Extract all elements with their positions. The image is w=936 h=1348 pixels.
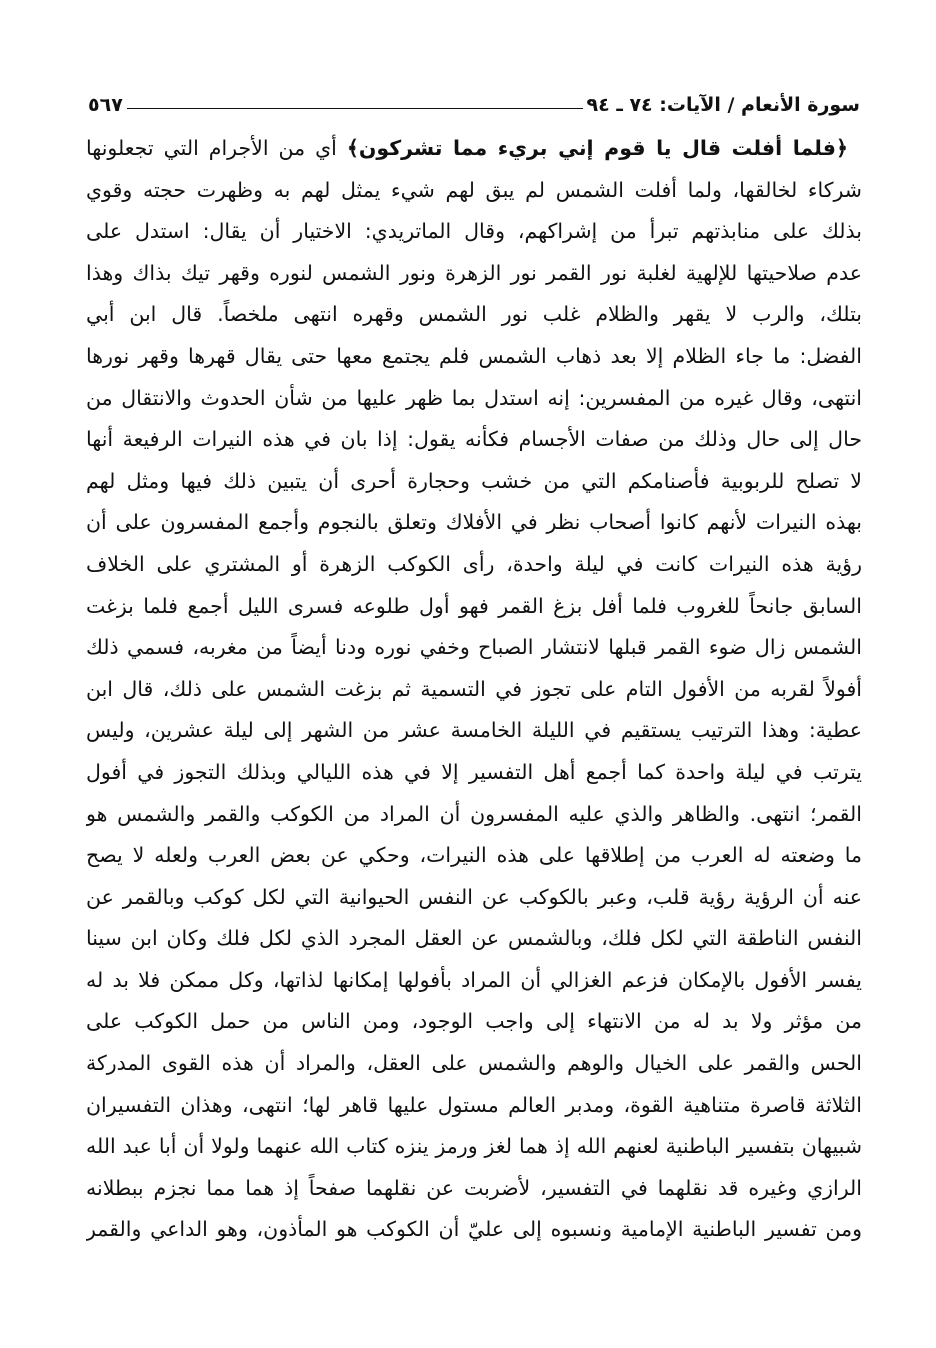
- text-line: عطية: وهذا الترتيب يستقيم في الليلة الخامسة عشر من الشهر إلى ليلة عشرين، وليس: [86, 718, 862, 743]
- text-line: بهذه النيرات لأنهم كانوا أصحاب نظر في الأفلاك وتعلق بالنجوم وأجمع المفسرون على أن: [86, 510, 862, 535]
- text-line: بذلك على منابذتهم تبرأ من إشراكهم، وقال الماتريدي: الاختيار أن يقال: استدل على: [86, 219, 862, 244]
- quran-verse: ﴿فلما أفلت قال يا قوم إني بريء مما تشركون﴾: [346, 136, 848, 160]
- page-number: ٥٦٧: [88, 94, 123, 116]
- text-line: بتلك، والرب لا يقهر والظلام غلب نور الشمس وقهره انتهى ملخصاً. قال ابن أبي: [86, 302, 862, 327]
- text-line: الفضل: ما جاء الظلام إلا بعد ذهاب الشمس فلم يجتمع معها حتى يقال قهرها وقهر نورها: [86, 343, 862, 368]
- text-line: شركاء لخالقها، ولما أفلت الشمس لم يبق لهم شيء يمثل لهم به وظهرت حجته وقوي: [86, 177, 862, 202]
- running-header: [88, 86, 860, 116]
- text-line: عنه أن الرؤية رؤية قلب، وعبر بالكوكب عن النفس الحيوانية التي لكل كوكب وبالقمر عن: [86, 884, 862, 909]
- text-line: الرازي وغيره قد نقلهما في التفسير، لأضربت عن نقلهما صفحاً إذ هما مما نجزم ببطلانه: [86, 1175, 862, 1200]
- text-line: النفس الناطقة التي لكل فلك، وبالشمس عن العقل المجرد الذي لكل فلك وكان ابن سينا: [86, 926, 862, 951]
- text-line: [86, 128, 862, 170]
- text-line: يترتب في ليلة واحدة كما أجمع أهل التفسير إلا في هذه الليالي وبذلك التجوز في أفول: [86, 759, 862, 784]
- text-line: الحس والقمر على الخيال والوهم والشمس على العقل، والمراد أن هذه القوى المدركة: [86, 1051, 862, 1076]
- page-body: [86, 128, 862, 1251]
- text-line: انتهى، وقال غيره من المفسرين: إنه استدل بما ظهر عليها من شأن الحدوث والانتقال من: [86, 385, 862, 410]
- text-line: الثلاثة قاصرة متناهية القوة، ومدبر العالم مستول عليها قاهر لها؛ انتهى، وهذان التفسيران: [86, 1092, 862, 1117]
- text-line: الشمس زال ضوء القمر قبلها لانتشار الصباح وخفي نوره ودنا أيضاً من مغربه، فسمي ذلك: [86, 635, 862, 660]
- text-line: حال إلى حال وذلك من صفات الأجسام فكأنه يقول: إذا بان في هذه النيرات الرفيعة أنها: [86, 427, 862, 452]
- text-line: السابق جانحاً للغروب فلما أفل بزغ القمر فهو أول طلوعه فسرى الليل أجمع فلما بزغت: [86, 593, 862, 618]
- header-rule: [127, 108, 583, 109]
- text-line: يفسر الأفول بالإمكان فزعم الغزالي أن المراد بأفولها إمكانها لذاتها، وكل ممكن فلا بد له: [86, 967, 862, 992]
- text-line: أفولاً لقربه من الأفول التام على تجوز في التسمية ثم بزغت الشمس على ذلك، قال ابن: [86, 676, 862, 701]
- text-line: شبيهان بتفسير الباطنية لعنهم الله إذ هما لغز ورمز ينزه كتاب الله عنهما ولولا أن أبا عبد الله: [86, 1134, 862, 1159]
- text-line: القمر؛ انتهى. والظاهر والذي عليه المفسرون أن المراد من الكوكب والقمر والشمس هو: [86, 801, 862, 826]
- text-line: رؤية هذه النيرات كانت في ليلة واحدة، رأى الكوكب الزهرة أو المشتري على الخلاف: [86, 551, 862, 576]
- header-title: سورة الأنعام / الآيات: ٧٤ ـ ٩٤: [586, 94, 860, 116]
- text-line: عدم صلاحيتها للإلهية لغلبة نور القمر نور الزهرة ونور الشمس لنوره وقهر تيك بذاك وهذا: [86, 260, 862, 285]
- commentary-text: أي من الأجرام التي تجعلونها: [86, 136, 347, 160]
- text-line: ما وضعته له العرب من إطلاقها على هذه النيرات، وحكي عن بعض العرب ولعله لا يصح: [86, 843, 862, 868]
- text-line: ومن تفسير الباطنية الإمامية ونسبوه إلى عليّ أن الكوكب هو المأذون، وهو الداعي والقمر: [86, 1217, 862, 1242]
- text-line: من مؤثر ولا بد له من الانتهاء إلى واجب الوجود، ومن الناس من حمل الكوكب على: [86, 1009, 862, 1034]
- text-line: لا تصلح للربوبية فأصنامكم التي من خشب وحجارة أحرى أن يتبين ذلك فيها ومثل لهم: [86, 468, 862, 493]
